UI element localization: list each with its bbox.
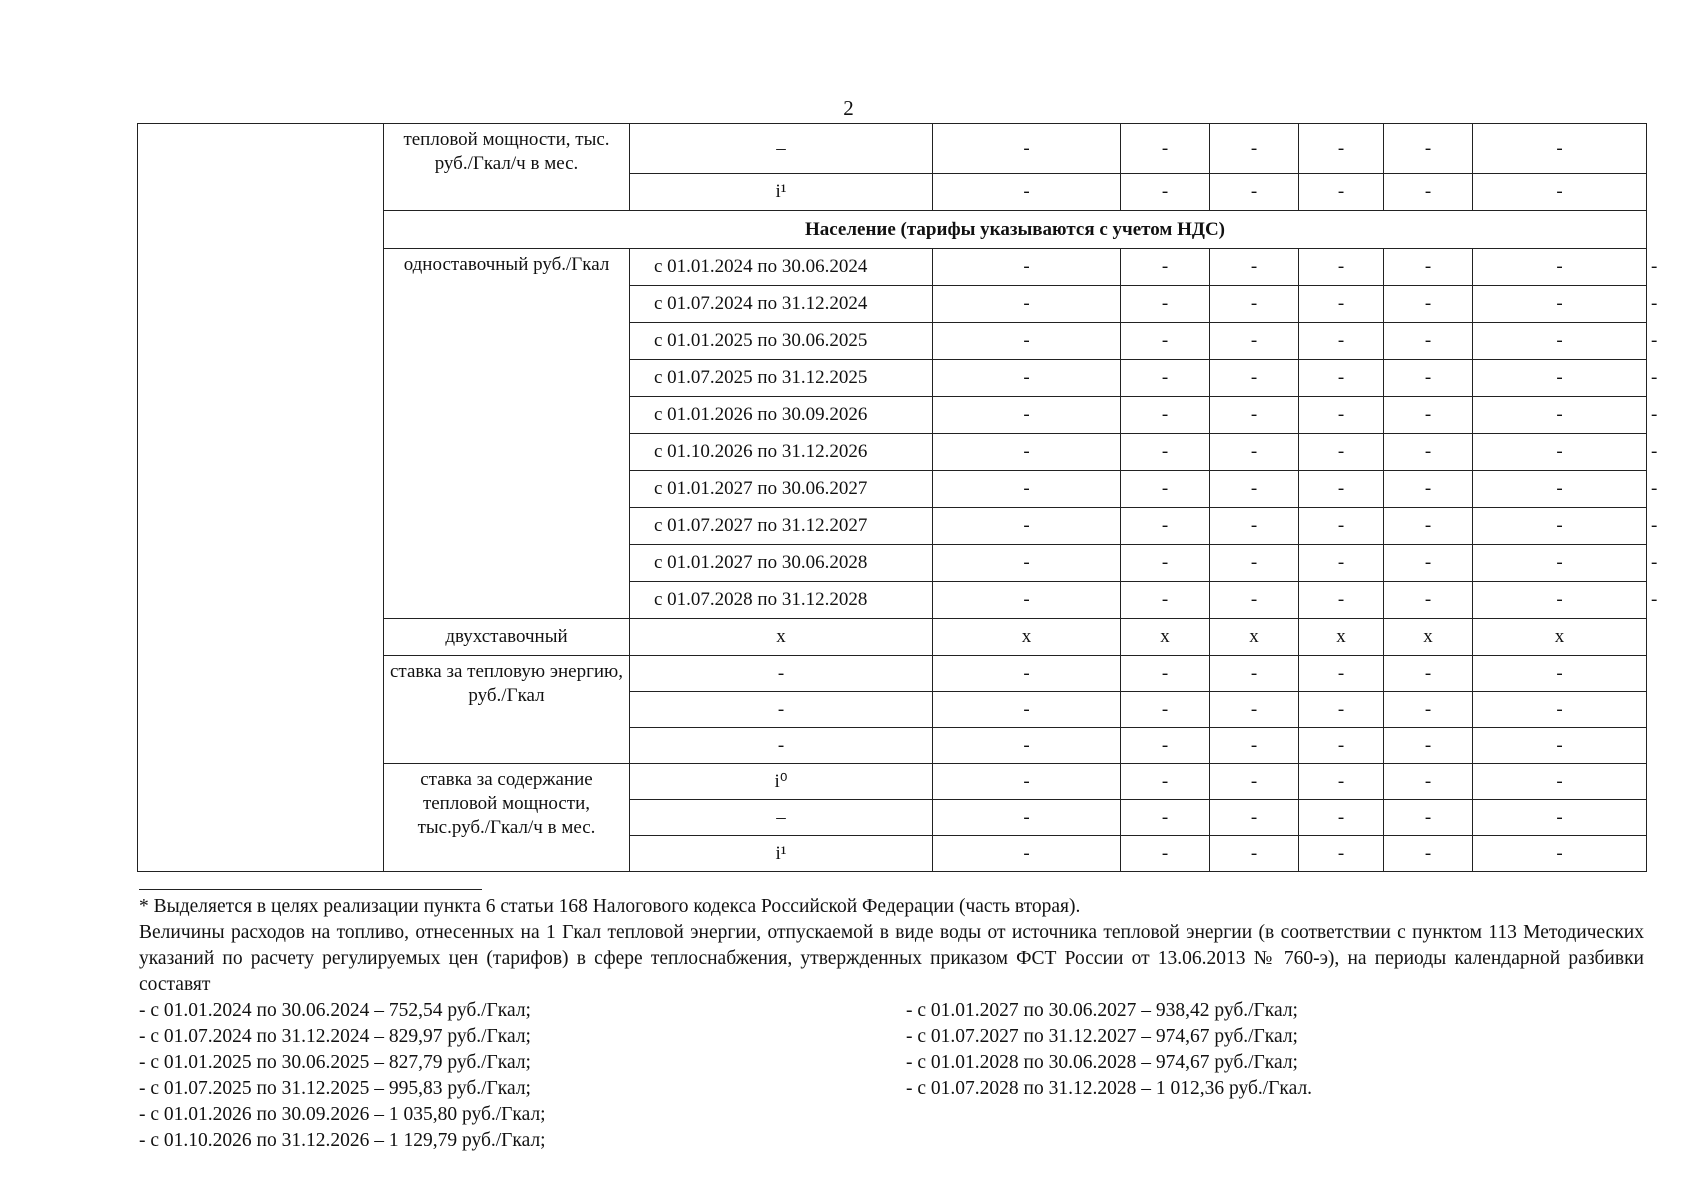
list-item: - с 01.07.2028 по 31.12.2028 – 1 012,36 руб./Гкал.: [906, 1078, 1313, 1099]
value-cell: -: [1121, 471, 1210, 508]
capacity-rate-label: ставка за содержание тепловой мощности, тыс.руб./Гкал/ч в мес.: [384, 764, 630, 872]
value-cell: x: [933, 619, 1121, 656]
value-cell: -: [1299, 545, 1384, 582]
table-row: с 01.01.2026 по 30.09.2026 - - - - - - -: [138, 397, 1647, 434]
value-cell: -: [1121, 728, 1210, 764]
value-cell: -: [1210, 124, 1299, 174]
table-row: с 01.10.2026 по 31.12.2026 - - - - - - -: [138, 434, 1647, 471]
value-cell: -: [933, 545, 1121, 582]
value-cell: -: [1473, 360, 1647, 397]
value-cell: -: [1384, 692, 1473, 728]
value-cell: -: [933, 286, 1121, 323]
value-cell: -: [1210, 286, 1299, 323]
period-cell: i⁰: [630, 764, 933, 800]
value-cell: -: [933, 582, 1121, 619]
value-cell: -: [1121, 397, 1210, 434]
value-cell: -: [1210, 434, 1299, 471]
period-cell: с 01.01.2027 по 30.06.2028: [630, 545, 933, 582]
list-item: - с 01.01.2028 по 30.06.2028 – 974,67 руб./Гкал;: [906, 1052, 1298, 1073]
value-cell: -: [1384, 764, 1473, 800]
value-cell: -: [933, 397, 1121, 434]
table-row: с 01.07.2024 по 31.12.2024 - - - - - - -: [138, 286, 1647, 323]
fuel-values: [139, 998, 1644, 1154]
list-item: - с 01.01.2025 по 30.06.2025 – 827,79 руб./Гкал;: [139, 1052, 531, 1073]
footnote: * Выделяется в целях реализации пункта 6 статьи 168 Налогового кодекса Российской Федерации (часть вторая).: [139, 896, 1081, 917]
table-row: с 01.01.2027 по 30.06.2028 - - - - - - -: [138, 545, 1647, 582]
left-empty-column: [138, 124, 384, 872]
value-cell: -: [1473, 545, 1647, 582]
fuel-values-right: [906, 998, 1626, 1102]
value-cell: -: [1121, 249, 1210, 286]
value-cell: -: [1384, 508, 1473, 545]
value-cell: -: [1299, 836, 1384, 872]
value-cell: -: [1210, 508, 1299, 545]
value-cell: -: [1473, 471, 1647, 508]
value-cell: -: [1299, 471, 1384, 508]
single-rate-label: одноставочный руб./Гкал: [384, 249, 630, 619]
value-cell: -: [1473, 582, 1647, 619]
value-cell: -: [1384, 434, 1473, 471]
value-cell: x: [1299, 619, 1384, 656]
value-cell: -: [1210, 471, 1299, 508]
period-cell: с 01.01.2024 по 30.06.2024: [630, 249, 933, 286]
value-cell: -: [1210, 728, 1299, 764]
period-cell: с 01.10.2026 по 31.12.2026: [630, 434, 933, 471]
value-cell: -: [1384, 800, 1473, 836]
footnote-separator: [139, 889, 482, 890]
tariff-table: [137, 123, 1658, 872]
period-cell: с 01.07.2024 по 31.12.2024: [630, 286, 933, 323]
notes-block: [139, 894, 1644, 1154]
value-cell: -: [933, 249, 1121, 286]
value-cell: -: [1299, 656, 1384, 692]
value-cell: -: [1210, 397, 1299, 434]
period-cell: i¹: [630, 836, 933, 872]
value-cell: -: [1299, 508, 1384, 545]
value-cell: -: [1473, 124, 1647, 174]
value-cell: -: [1121, 434, 1210, 471]
period-cell: с 01.07.2027 по 31.12.2027: [630, 508, 933, 545]
value-cell: -: [1121, 124, 1210, 174]
value-cell: -: [1384, 124, 1473, 174]
page-number: 2: [843, 96, 854, 120]
value-cell: -: [1384, 471, 1473, 508]
value-cell: -: [933, 508, 1121, 545]
value-cell: -: [1299, 434, 1384, 471]
value-cell: -: [1210, 545, 1299, 582]
value-cell: -: [1210, 656, 1299, 692]
value-cell: -: [933, 360, 1121, 397]
value-cell: -: [1384, 656, 1473, 692]
value-cell: -: [933, 656, 1121, 692]
value-cell: -: [1473, 434, 1647, 471]
value-cell: -: [1121, 656, 1210, 692]
value-cell: -: [1473, 249, 1647, 286]
value-cell: -: [1299, 764, 1384, 800]
value-cell: -: [1473, 286, 1647, 323]
value-cell: -: [1299, 728, 1384, 764]
value-cell: -: [933, 692, 1121, 728]
table-row: с 01.07.2028 по 31.12.2028 - - - - - - -: [138, 582, 1647, 619]
value-cell: x: [1473, 619, 1647, 656]
value-cell: -: [1384, 286, 1473, 323]
value-cell: -: [1473, 656, 1647, 692]
capacity-label-top: тепловой мощности, тыс. руб./Гкал/ч в мес.: [384, 124, 630, 211]
period-cell: -: [630, 656, 933, 692]
value-cell: -: [1299, 397, 1384, 434]
value-cell: -: [933, 434, 1121, 471]
value-cell: -: [1299, 249, 1384, 286]
value-cell: -: [1121, 360, 1210, 397]
value-cell: -: [1210, 800, 1299, 836]
value-cell: -: [1121, 800, 1210, 836]
value-cell: -: [933, 764, 1121, 800]
period-cell: –: [630, 800, 933, 836]
energy-rate-label: ставка за тепловую энергию, руб./Гкал: [384, 656, 630, 764]
period-cell: -: [630, 692, 933, 728]
value-cell: -: [933, 800, 1121, 836]
value-cell: -: [1299, 323, 1384, 360]
value-cell: -: [1384, 728, 1473, 764]
value-cell: -: [1473, 692, 1647, 728]
value-cell: -: [1473, 397, 1647, 434]
value-cell: -: [1121, 545, 1210, 582]
value-cell: -: [1121, 174, 1210, 211]
value-cell: -: [1299, 800, 1384, 836]
value-cell: -: [1473, 764, 1647, 800]
value-cell: -: [1384, 249, 1473, 286]
value-cell: -: [1473, 836, 1647, 872]
fuel-values-left: [139, 998, 899, 1154]
table-row: с 01.01.2027 по 30.06.2027 - - - - - - -: [138, 471, 1647, 508]
value-cell: -: [1299, 124, 1384, 174]
value-cell: -: [1384, 323, 1473, 360]
list-item: - с 01.01.2024 по 30.06.2024 – 752,54 руб./Гкал;: [139, 1000, 531, 1021]
value-cell: -: [1473, 174, 1647, 211]
table-row: одноставочный руб./Гкал с 01.01.2024 по 30.06.2024 - - - - - - -: [138, 249, 1647, 286]
list-item: - с 01.01.2026 по 30.09.2026 – 1 035,80 руб./Гкал;: [139, 1104, 546, 1125]
list-item: - с 01.07.2024 по 31.12.2024 – 829,97 руб./Гкал;: [139, 1026, 531, 1047]
value-cell: -: [1473, 728, 1647, 764]
period-cell: с 01.07.2028 по 31.12.2028: [630, 582, 933, 619]
table-row: [138, 124, 1647, 174]
value-cell: -: [933, 471, 1121, 508]
value-cell: -: [1210, 692, 1299, 728]
value-cell: -: [1210, 836, 1299, 872]
value-cell: -: [1299, 286, 1384, 323]
value-cell: -: [933, 323, 1121, 360]
value-cell: -: [1210, 323, 1299, 360]
table-row: с 01.07.2025 по 31.12.2025 - - - - - - -: [138, 360, 1647, 397]
period-cell: с 01.01.2026 по 30.09.2026: [630, 397, 933, 434]
value-cell: -: [1299, 174, 1384, 211]
value-cell: x: [1121, 619, 1210, 656]
period-cell: с 01.01.2025 по 30.06.2025: [630, 323, 933, 360]
two-rate-label: двухставочный: [384, 619, 630, 656]
value-cell: -: [933, 836, 1121, 872]
value-cell: -: [1384, 582, 1473, 619]
value-cell: -: [1384, 545, 1473, 582]
value-cell: -: [1121, 582, 1210, 619]
period-cell: -: [630, 728, 933, 764]
table-row: с 01.01.2025 по 30.06.2025 - - - - - - -: [138, 323, 1647, 360]
list-item: - с 01.01.2027 по 30.06.2027 – 938,42 руб./Гкал;: [906, 1000, 1298, 1021]
period-cell: i¹: [630, 174, 933, 211]
list-item: - с 01.10.2026 по 31.12.2026 – 1 129,79 руб./Гкал;: [139, 1130, 546, 1151]
value-cell: x: [630, 619, 933, 656]
value-cell: -: [1121, 836, 1210, 872]
value-cell: x: [1210, 619, 1299, 656]
value-cell: -: [1210, 249, 1299, 286]
value-cell: -: [1384, 174, 1473, 211]
list-item: - с 01.07.2027 по 31.12.2027 – 974,67 руб./Гкал;: [906, 1026, 1298, 1047]
value-cell: -: [1384, 360, 1473, 397]
value-cell: -: [1473, 800, 1647, 836]
value-cell: -: [1121, 692, 1210, 728]
section-title: Население (тарифы указываются с учетом НДС): [384, 211, 1647, 249]
period-cell: –: [630, 124, 933, 174]
value-cell: -: [1121, 508, 1210, 545]
value-cell: -: [1473, 508, 1647, 545]
value-cell: -: [1121, 323, 1210, 360]
period-cell: с 01.01.2027 по 30.06.2027: [630, 471, 933, 508]
value-cell: -: [933, 728, 1121, 764]
value-cell: -: [933, 124, 1121, 174]
table-row: с 01.07.2027 по 31.12.2027 - - - - - - -: [138, 508, 1647, 545]
value-cell: -: [1210, 174, 1299, 211]
value-cell: -: [1210, 582, 1299, 619]
value-cell: -: [1473, 323, 1647, 360]
period-cell: с 01.07.2025 по 31.12.2025: [630, 360, 933, 397]
value-cell: -: [1299, 360, 1384, 397]
value-cell: -: [1384, 836, 1473, 872]
value-cell: -: [1384, 397, 1473, 434]
value-cell: -: [1210, 764, 1299, 800]
fuel-note: Величины расходов на топливо, отнесенных на 1 Гкал тепловой энергии, отпускаемой в виде воды от источника тепловой энергии (в соответствии с пунктом 113 Методических указаний по расчету регулируемых цен (тарифов) в сфере теплоснабжения, утвержденных приказом ФСТ России от 13.06.2013 № 760-э), на периоды календарной разбивки составят: [139, 922, 1644, 995]
list-item: - с 01.07.2025 по 31.12.2025 – 995,83 руб./Гкал;: [139, 1078, 531, 1099]
value-cell: x: [1384, 619, 1473, 656]
value-cell: -: [1121, 286, 1210, 323]
value-cell: -: [1121, 764, 1210, 800]
value-cell: -: [1299, 582, 1384, 619]
value-cell: -: [1210, 360, 1299, 397]
value-cell: -: [1299, 692, 1384, 728]
value-cell: -: [933, 174, 1121, 211]
